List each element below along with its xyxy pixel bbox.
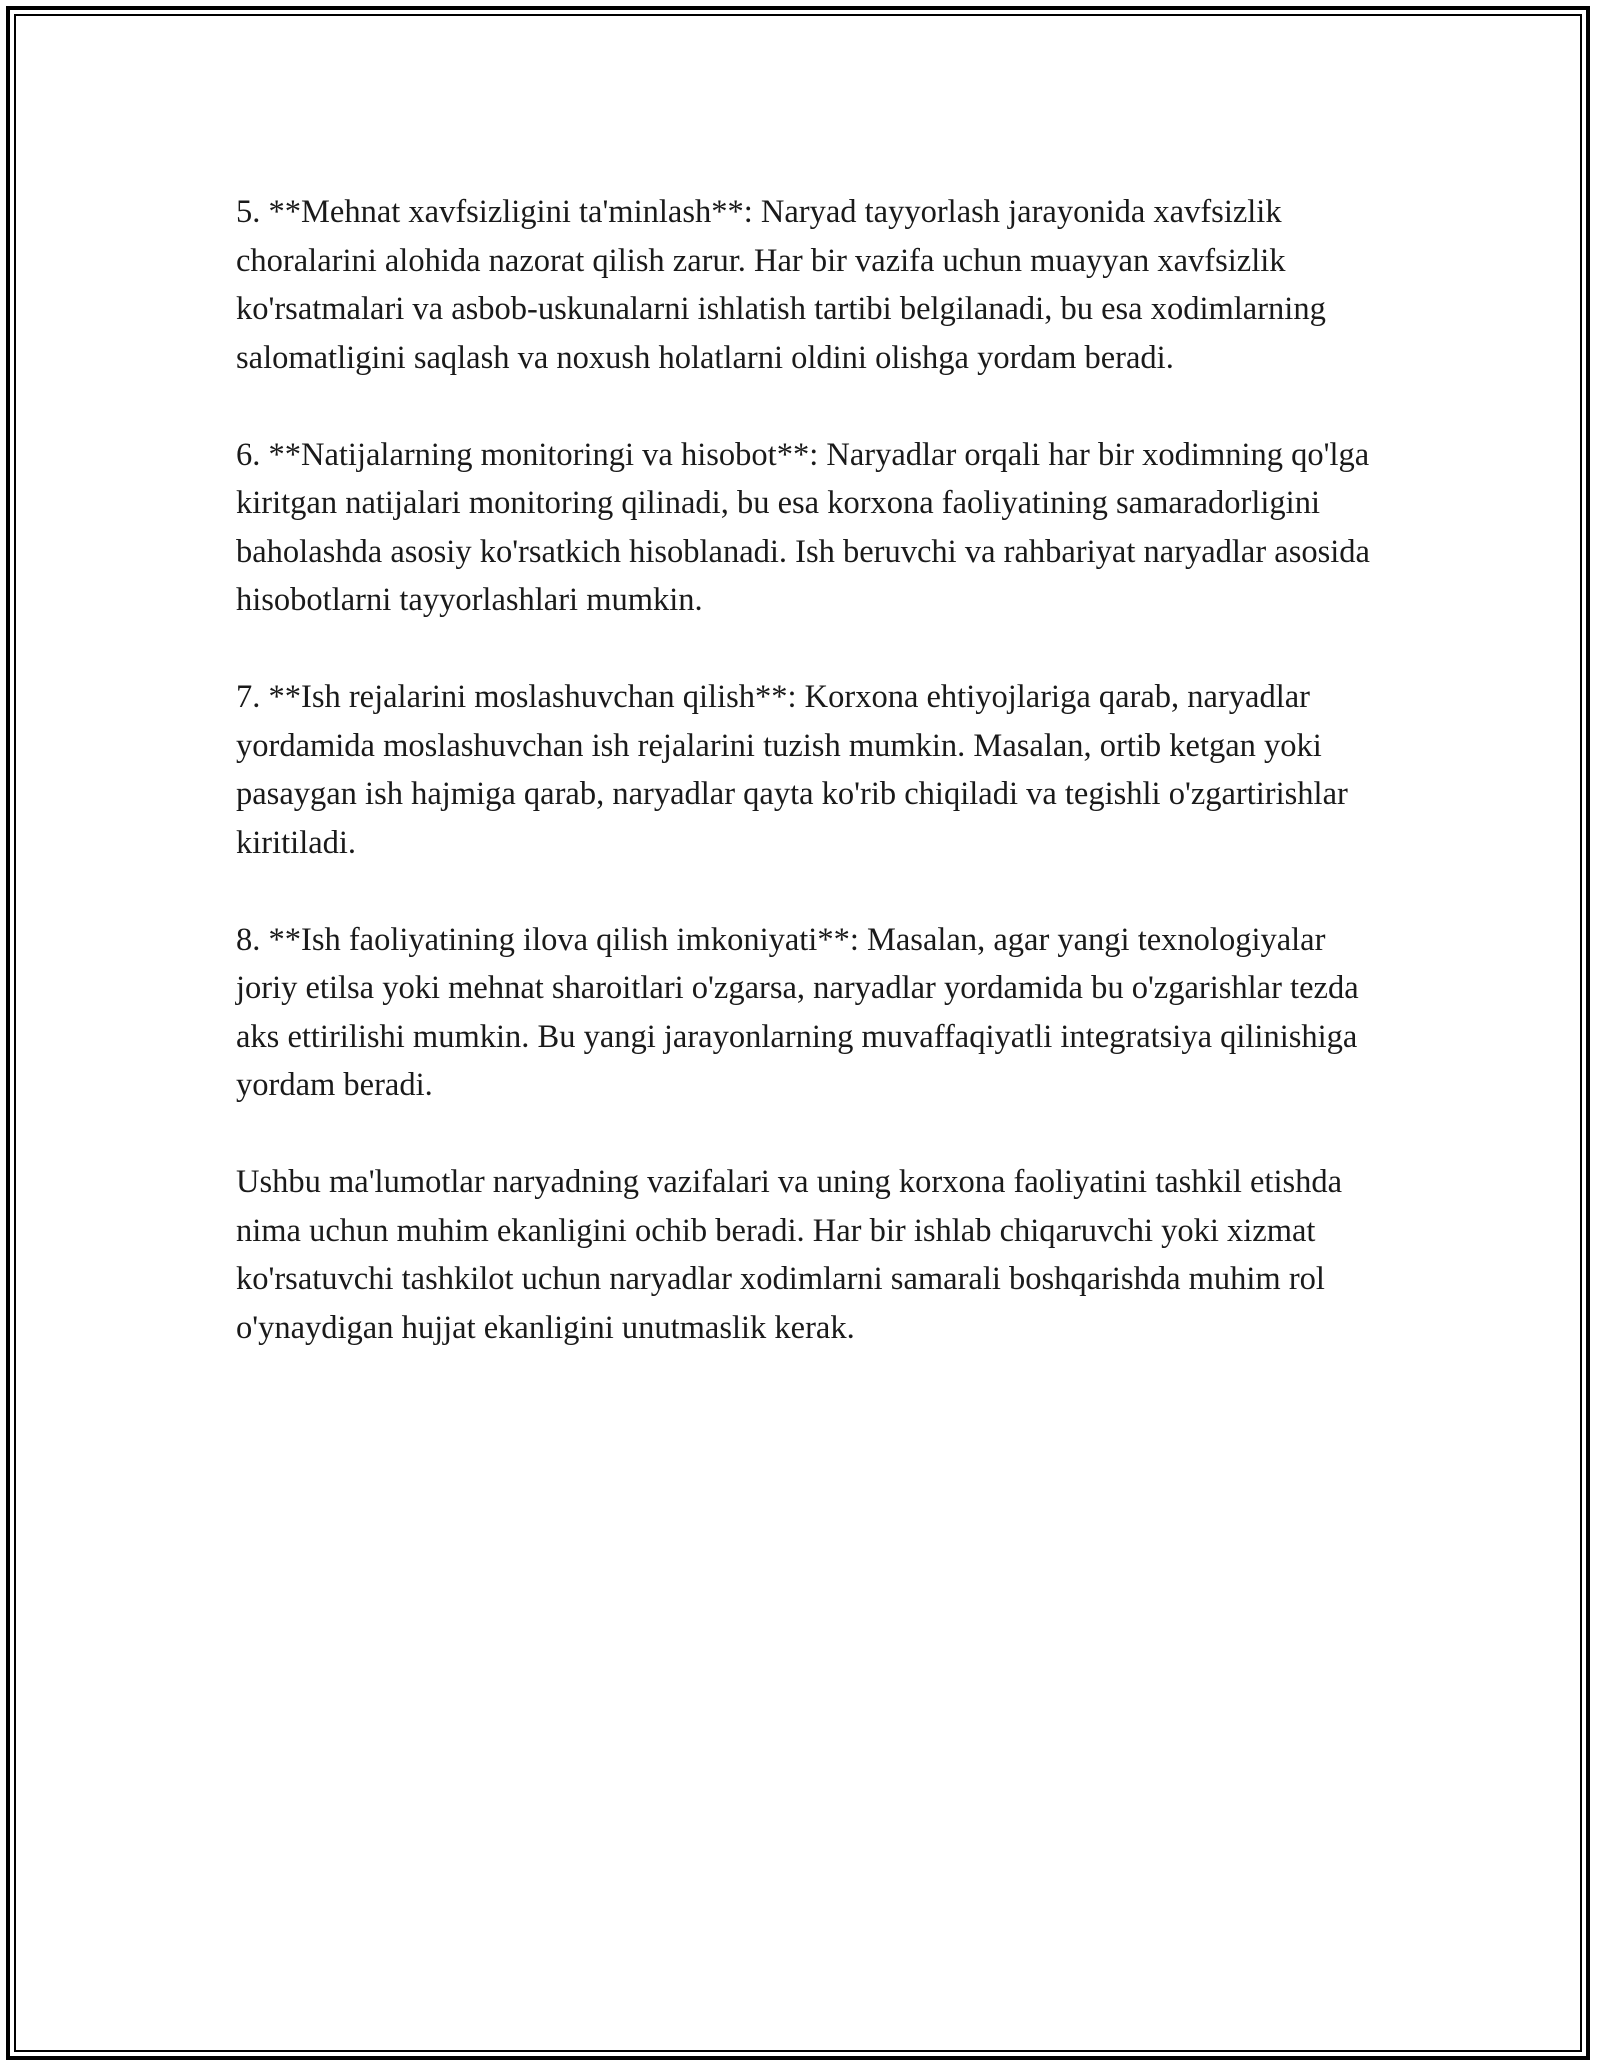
paragraph-item-7: 7. **Ish rejalarini moslashuvchan qilish**: Korxona ehtiyojlariga qarab, naryadlar yordamida moslashuvchan ish rejalarini tuzish mumkin. Masalan, ortib ketgan yoki pasaygan ish hajmiga qarab, naryadlar qayta ko'rib chiqiladi va tegishli o'zgartirishlar kiritiladi. (236, 679, 1348, 861)
paragraph-item-8: 8. **Ish faoliyatining ilova qilish imkoniyati**: Masalan, agar yangi texnologiyalar joriy etilsa yoki mehnat sharoitlari o'zgarsa, naryadlar yordamida bu o'zgarishlar tezda aks ettirilishi mumkin. Bu yangi jarayonlarning muvaffaqiyatli integratsiya qilinishiga yordam beradi. (236, 921, 1359, 1103)
paragraph-conclusion: Ushbu ma'lumotlar naryadning vazifalari va uning korxona faoliyatini tashkil etishda nima uchun muhim ekanligini ochib beradi. Har bir ishlab chiqaruvchi yoki xizmat ko'rsatuvchi tashkilot uchun naryadlar xodimlarni samarali boshqarishda muhim rol o'ynaydigan hujjat ekanligini unutmaslik kerak. (236, 1164, 1343, 1346)
document-body (236, 188, 1386, 1401)
paragraph-item-6: 6. **Natijalarning monitoringi va hisobot**: Naryadlar orqali har bir xodimning qo'lga kiritgan natijalari monitoring qilinadi, bu esa korxona faoliyatining samaradorligini baholashda asosiy ko'rsatkich hisoblanadi. Ish beruvchi va rahbariyat naryadlar asosida hisobotlarni tayyorlashlari mumkin. (236, 436, 1370, 618)
paragraph-item-5: 5. **Mehnat xavfsizligini ta'minlash**: Naryad tayyorlash jarayonida xavfsizlik choralarini alohida nazorat qilish zarur. Har bir vazifa uchun muayyan xavfsizlik ko'rsatmalari va asbob-uskunalarni ishlatish tartibi belgilanadi, bu esa xodimlarning salomatligini saqlash va noxush holatlarni oldini olishga yordam beradi. (236, 194, 1326, 376)
